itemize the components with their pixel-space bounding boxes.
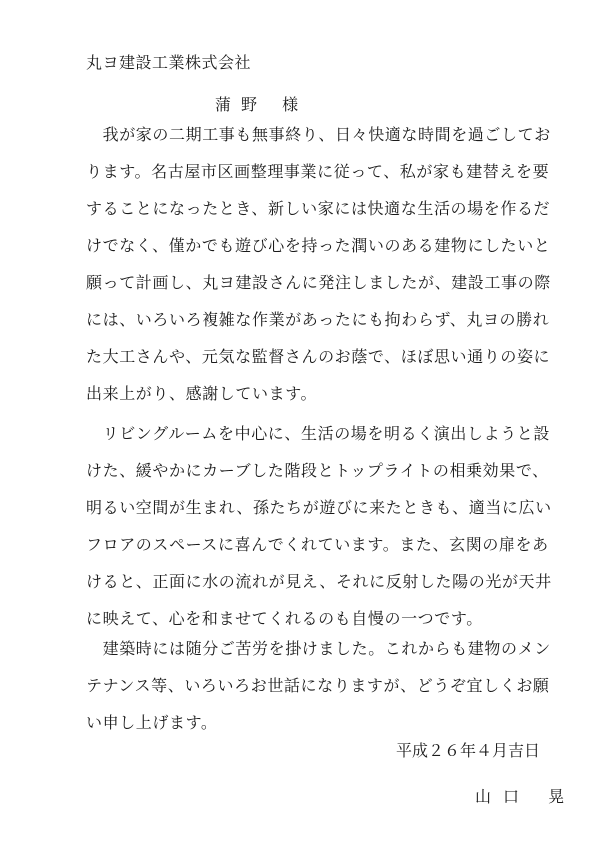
sender-signature: 山口 晃	[475, 787, 577, 806]
letter-line: テナンス等、いろいろお世話になりますが、どうぞ宜しくお願	[86, 676, 550, 695]
letter-line: には、いろいろ複雑な作業があったにも拘わらず、丸ヨの勝れ	[86, 310, 550, 329]
letter-line: に映えて、心を和ませてくれるのも自慢の一つです。	[86, 609, 483, 628]
letter-line: い申し上げます。	[86, 713, 218, 732]
letter-line: することになったとき、新しい家には快適な生活の場を作るだ	[86, 199, 551, 218]
letter-line: 建築時には随分ご苦労を掛けました。これからも建物のメン	[86, 639, 551, 658]
letter-line: 我が家の二期工事も無事終り、日々快適な時間を過ごしてお	[86, 125, 551, 144]
recipient-name: 蒲野 様	[215, 95, 309, 114]
letter-date: 平成２６年４月吉日	[395, 741, 540, 760]
letter-line: た大工さんや、元気な監督さんのお蔭で、ほぼ思い通りの姿に	[86, 347, 551, 366]
letter-line: 明るい空間が生まれ、孫たちが遊びに来たときも、適当に広い	[86, 498, 552, 517]
letter-line: フロアのスペースに喜んでくれています。また、玄関の扉をあ	[86, 535, 549, 554]
letter-line: けでなく、僅かでも遊び心を持った潤いのある建物にしたいと	[86, 236, 551, 255]
letter-line: けると、正面に水の流れが見え、それに反射した陽の光が天井	[86, 572, 552, 591]
letter-line: 願って計画し、丸ヨ建設さんに発注しましたが、建設工事の際	[86, 273, 551, 292]
letter-line: 出来上がり、感謝しています。	[86, 384, 318, 403]
letter-line: ります。名古屋市区画整理事業に従って、私が家も建替えを要	[86, 162, 550, 181]
letter-line: けた、緩やかにカーブした階段とトップライトの相乗効果で、	[86, 461, 549, 480]
recipient-company: 丸ヨ建設工業株式会社	[86, 53, 252, 72]
letter-line: リビングルームを中心に、生活の場を明るく演出しようと設	[86, 424, 551, 443]
